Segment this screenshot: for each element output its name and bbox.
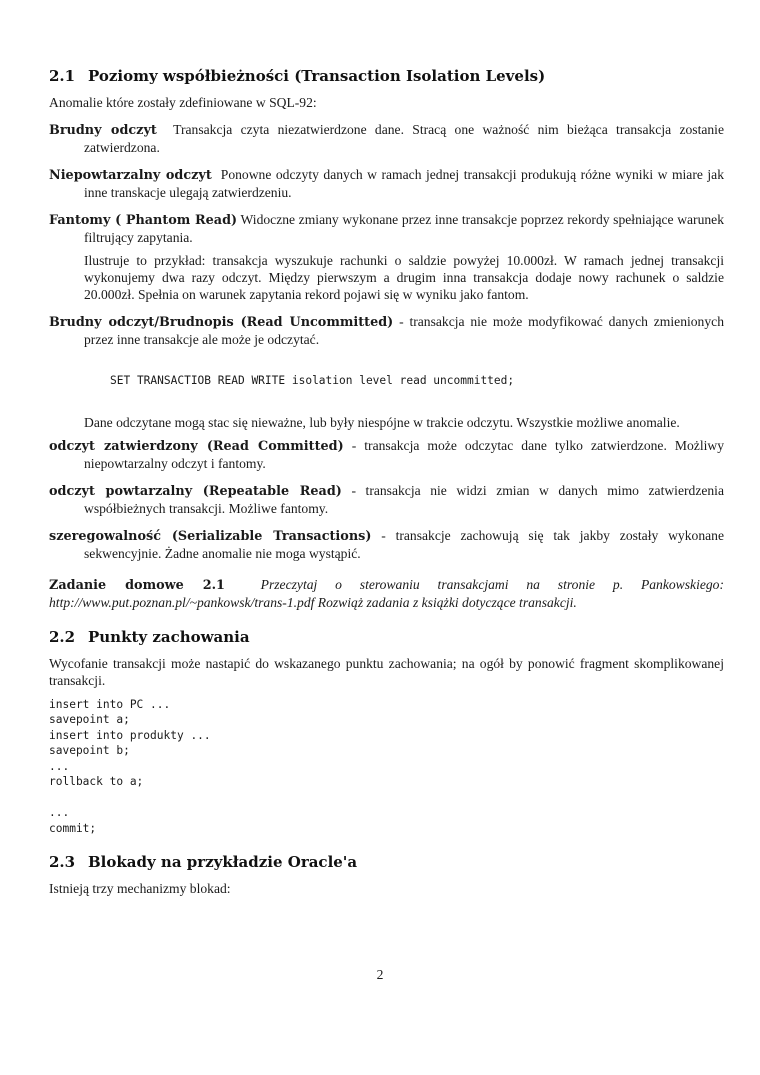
anomaly-term: Fantomy ( Phantom Read) bbox=[49, 213, 238, 228]
level-serializable bbox=[49, 527, 724, 562]
section-title: Blokady na przykładzie Oracle'a bbox=[88, 853, 358, 871]
homework-task bbox=[49, 576, 724, 611]
task-text: Przeczytaj o sterowaniu transakcjami na stronie p. Pankowskiego: http://www.put.poznan.pl/~pankowsk/trans-1.pdf Rozwiąż zadania z książki dotyczące transakcji. bbox=[49, 576, 724, 610]
anomaly-description: Ponowne odczyty danych w ramach jednej transakcji produkują różne wyniki w miare jak inne transkacje ulegają zatwierdzeniu. bbox=[84, 167, 725, 200]
phantom-example: Ilustruje to przykład: transakcja wyszukuje rachunki o saldzie powyżej 10.000zł. W ramach jednej transakcji wykonujemy dwa razy odczyt. Między pierwszym a drugim inna transakcja dodaje nowy rachunek o saldzie 20.000zł. Spełnia on warunek zapytania rekord pojawi się w wyniku jako fantom. bbox=[84, 253, 724, 302]
level-repeatable-read bbox=[49, 482, 724, 517]
level-term: odczyt zatwierdzony (Read Committed) bbox=[49, 438, 344, 454]
document-page bbox=[49, 66, 724, 897]
level-term: odczyt powtarzalny (Repeatable Read) bbox=[49, 483, 342, 499]
level-term: szeregowalność (Serializable Transactions) bbox=[49, 528, 372, 544]
level-description: - transakcje zachowują się tak jakby zostały wykonane sekwencyjnie. Żadne anomalie nie moga wystąpić. bbox=[84, 527, 724, 561]
section-heading-2-1 bbox=[49, 66, 724, 86]
level-read-uncommitted bbox=[49, 313, 724, 348]
section-intro: Wycofanie transakcji może nastapić do wskazanego punktu zachowania; na ogół by ponowić fragment skomplikowanej transakcji. bbox=[49, 655, 724, 688]
level-read-committed bbox=[49, 437, 724, 472]
section-intro: Istnieją trzy mechanizmy blokad: bbox=[49, 881, 231, 896]
level-description: - transakcja nie widzi zmian w danych mimo zatwierdzenia współbieżnych transakcji. Możliwe fantomy. bbox=[84, 482, 724, 516]
level-term: Brudny odczyt/Brudnopis (Read Uncommitted) bbox=[49, 315, 394, 330]
section-heading-2-3 bbox=[49, 852, 724, 872]
anomaly-dirty-read bbox=[49, 121, 724, 156]
page-number: 2 bbox=[376, 967, 384, 982]
section-number: 2.1 bbox=[49, 67, 76, 85]
section-intro: Anomalie które zostały zdefiniowane w SQL-92: bbox=[49, 95, 317, 110]
code-set-transaction: SET TRANSACTIOB READ WRITE isolation level read uncommitted; bbox=[110, 374, 515, 387]
anomaly-phantom-read bbox=[49, 211, 724, 246]
anomaly-description: Transakcja czyta niezatwierdzone dane. Stracą one ważność nim bieżąca transakcja zostanie zatwierdzona. bbox=[84, 122, 724, 155]
read-uncommitted-note: Dane odczytane mogą stac się nieważne, lub były niespójne w trakcie odczytu. Wszystkie możliwe anomalie. bbox=[84, 414, 680, 430]
level-description: - transakcja nie może modyfikować danych zmienionych przez inne transakcje ale może je odczytać. bbox=[84, 314, 724, 347]
section-number: 2.3 bbox=[49, 853, 76, 871]
task-label: Zadanie domowe 2.1 bbox=[49, 577, 225, 593]
anomaly-description: Widoczne zmiany wykonane przez inne transakcje poprzez rekordy spełniające warunek filtrujący zapytania. bbox=[84, 212, 724, 245]
level-description: - transakcja może odczytac dane tylko zatwierdzone. Możliwy niepowtarzalny odczyt i fantomy. bbox=[84, 437, 724, 471]
anomaly-term: Brudny odczyt bbox=[49, 123, 157, 138]
code-savepoint-example: insert into PC ... savepoint a; insert into produkty ... savepoint b; ... rollback to a; ... commit; bbox=[49, 697, 211, 835]
anomaly-term: Niepowtarzalny odczyt bbox=[49, 168, 212, 183]
section-title: Punkty zachowania bbox=[88, 627, 250, 646]
section-heading-2-2 bbox=[49, 627, 724, 647]
section-title: Poziomy współbieżności (Transaction Isolation Levels) bbox=[88, 67, 546, 85]
anomaly-nonrepeatable-read bbox=[49, 166, 724, 201]
section-number: 2.2 bbox=[49, 627, 76, 646]
